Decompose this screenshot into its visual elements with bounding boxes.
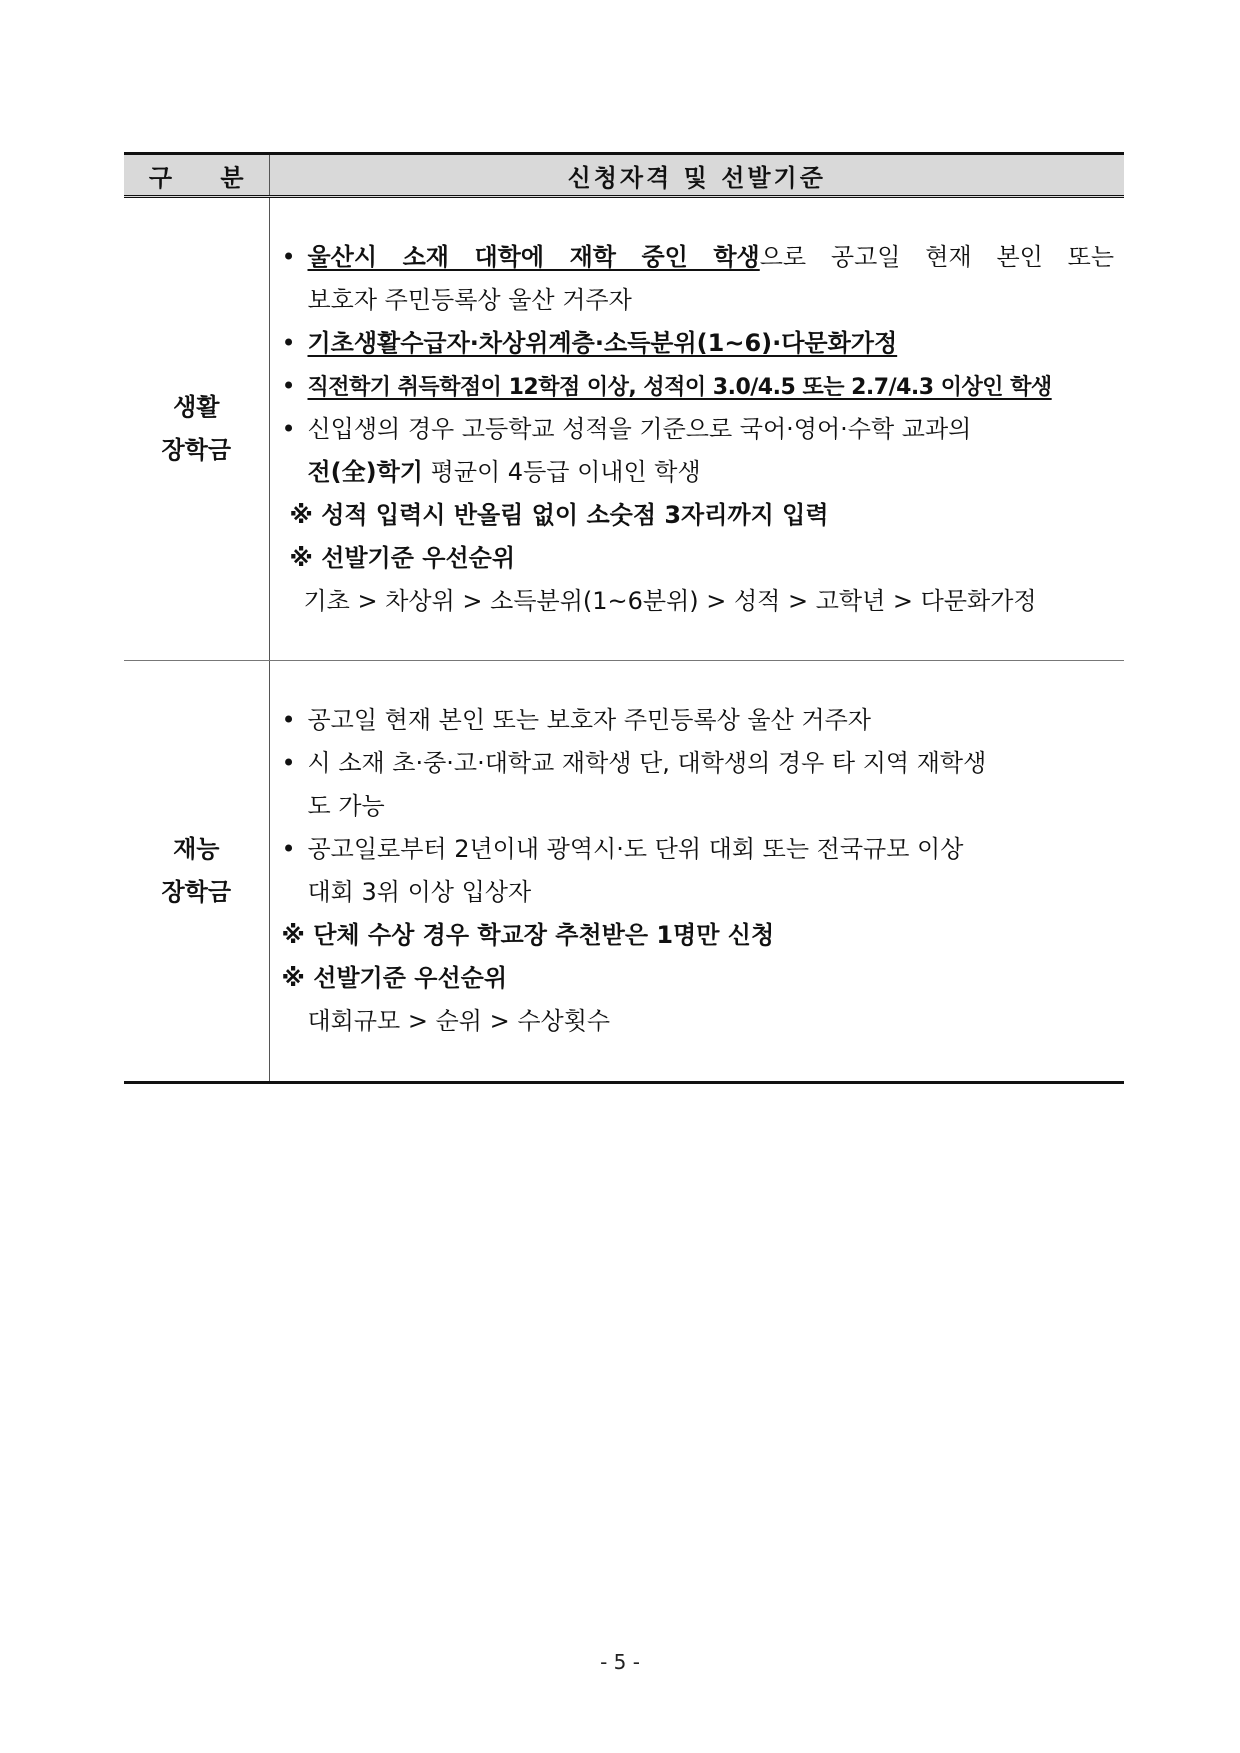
- row-label-talent-scholarship: [124, 661, 269, 1083]
- list-item-continuation: 전(全)학기 평균이 4등급 이내인 학생: [307, 457, 701, 486]
- header-category: 구 분: [124, 154, 269, 197]
- row-label-line1: 재능: [173, 835, 220, 863]
- scholarship-criteria-table: [124, 152, 1124, 1084]
- row-content-talent-scholarship: [269, 661, 1124, 1083]
- note-team-award: ※ 단체 수상 경우 학교장 추천받은 1명만 신청: [281, 921, 775, 949]
- list-item-continuation: 대회 3위 이상 입상자: [307, 878, 532, 906]
- emphasis-text: 기초생활수급자·차상위계층·소득분위(1~6)·다문화가정: [307, 328, 898, 357]
- emphasis-text: 전(全)학기: [307, 457, 423, 486]
- list-item: • 공고일로부터 2년이내 광역시·도 단위 대회 또는 전국규모 이상: [282, 828, 1115, 871]
- list-item-continuation: 도 가능: [307, 792, 385, 820]
- scholarship-criteria-table-wrap: [124, 152, 1124, 1084]
- table-row-living-scholarship: [124, 197, 1124, 661]
- row-content-living-scholarship: [269, 197, 1124, 661]
- list-item-continuation: 보호자 주민등록상 울산 거주자: [307, 285, 632, 314]
- list-item: • 신입생의 경우 고등학교 성적을 기준으로 국어·영어·수학 교과의: [282, 408, 1115, 451]
- row-label-line2: 장학금: [161, 878, 232, 906]
- list-item: [282, 322, 1115, 365]
- note-priority: ※ 선발기준 우선순위: [281, 964, 508, 992]
- bullet-icon: •: [281, 328, 296, 357]
- priority-order: 기초 > 차상위 > 소득분위(1~6분위) > 성적 > 고학년 > 다문화가정: [303, 586, 1037, 615]
- priority-order: 대회규모 > 순위 > 수상횟수: [307, 1007, 611, 1035]
- bullet-icon: •: [281, 749, 296, 777]
- emphasis-text: 울산시 소재 대학에 재학 중인 학생: [307, 242, 760, 271]
- emphasis-text: 직전학기 취득학점이 12학점 이상, 성적이 3.0/4.5 또는 2.7/4.3 이상인 학생: [307, 374, 1052, 400]
- list-item: • 시 소재 초·중·고·대학교 재학생 단, 대학생의 경우 타 지역 재학생: [282, 742, 1115, 785]
- list-item: [282, 365, 1115, 408]
- bullet-icon: •: [281, 371, 296, 400]
- header-criteria: 신청자격 및 선발기준: [269, 154, 1124, 197]
- row-label-line2: 장학금: [161, 436, 232, 464]
- table-row-talent-scholarship: [124, 661, 1124, 1083]
- note-priority: ※ 선발기준 우선순위: [289, 543, 516, 572]
- page-number: - 5 -: [600, 1650, 640, 1674]
- list-item: • 공고일 현재 본인 또는 보호자 주민등록상 울산 거주자: [282, 699, 1115, 742]
- bullet-icon: •: [281, 414, 296, 443]
- row-label-line1: 생활: [173, 393, 220, 421]
- row-label-living-scholarship: [124, 197, 269, 661]
- note-rounding: ※ 성적 입력시 반올림 없이 소숫점 3자리까지 입력: [289, 500, 829, 529]
- bullet-icon: •: [281, 242, 296, 271]
- bullet-icon: •: [281, 835, 296, 863]
- table-header-row: [124, 154, 1124, 197]
- list-item: • 울산시 소재 대학에 재학 중인 학생으로 공고일 현재 본인 또는: [282, 236, 1115, 279]
- bullet-icon: •: [281, 706, 296, 734]
